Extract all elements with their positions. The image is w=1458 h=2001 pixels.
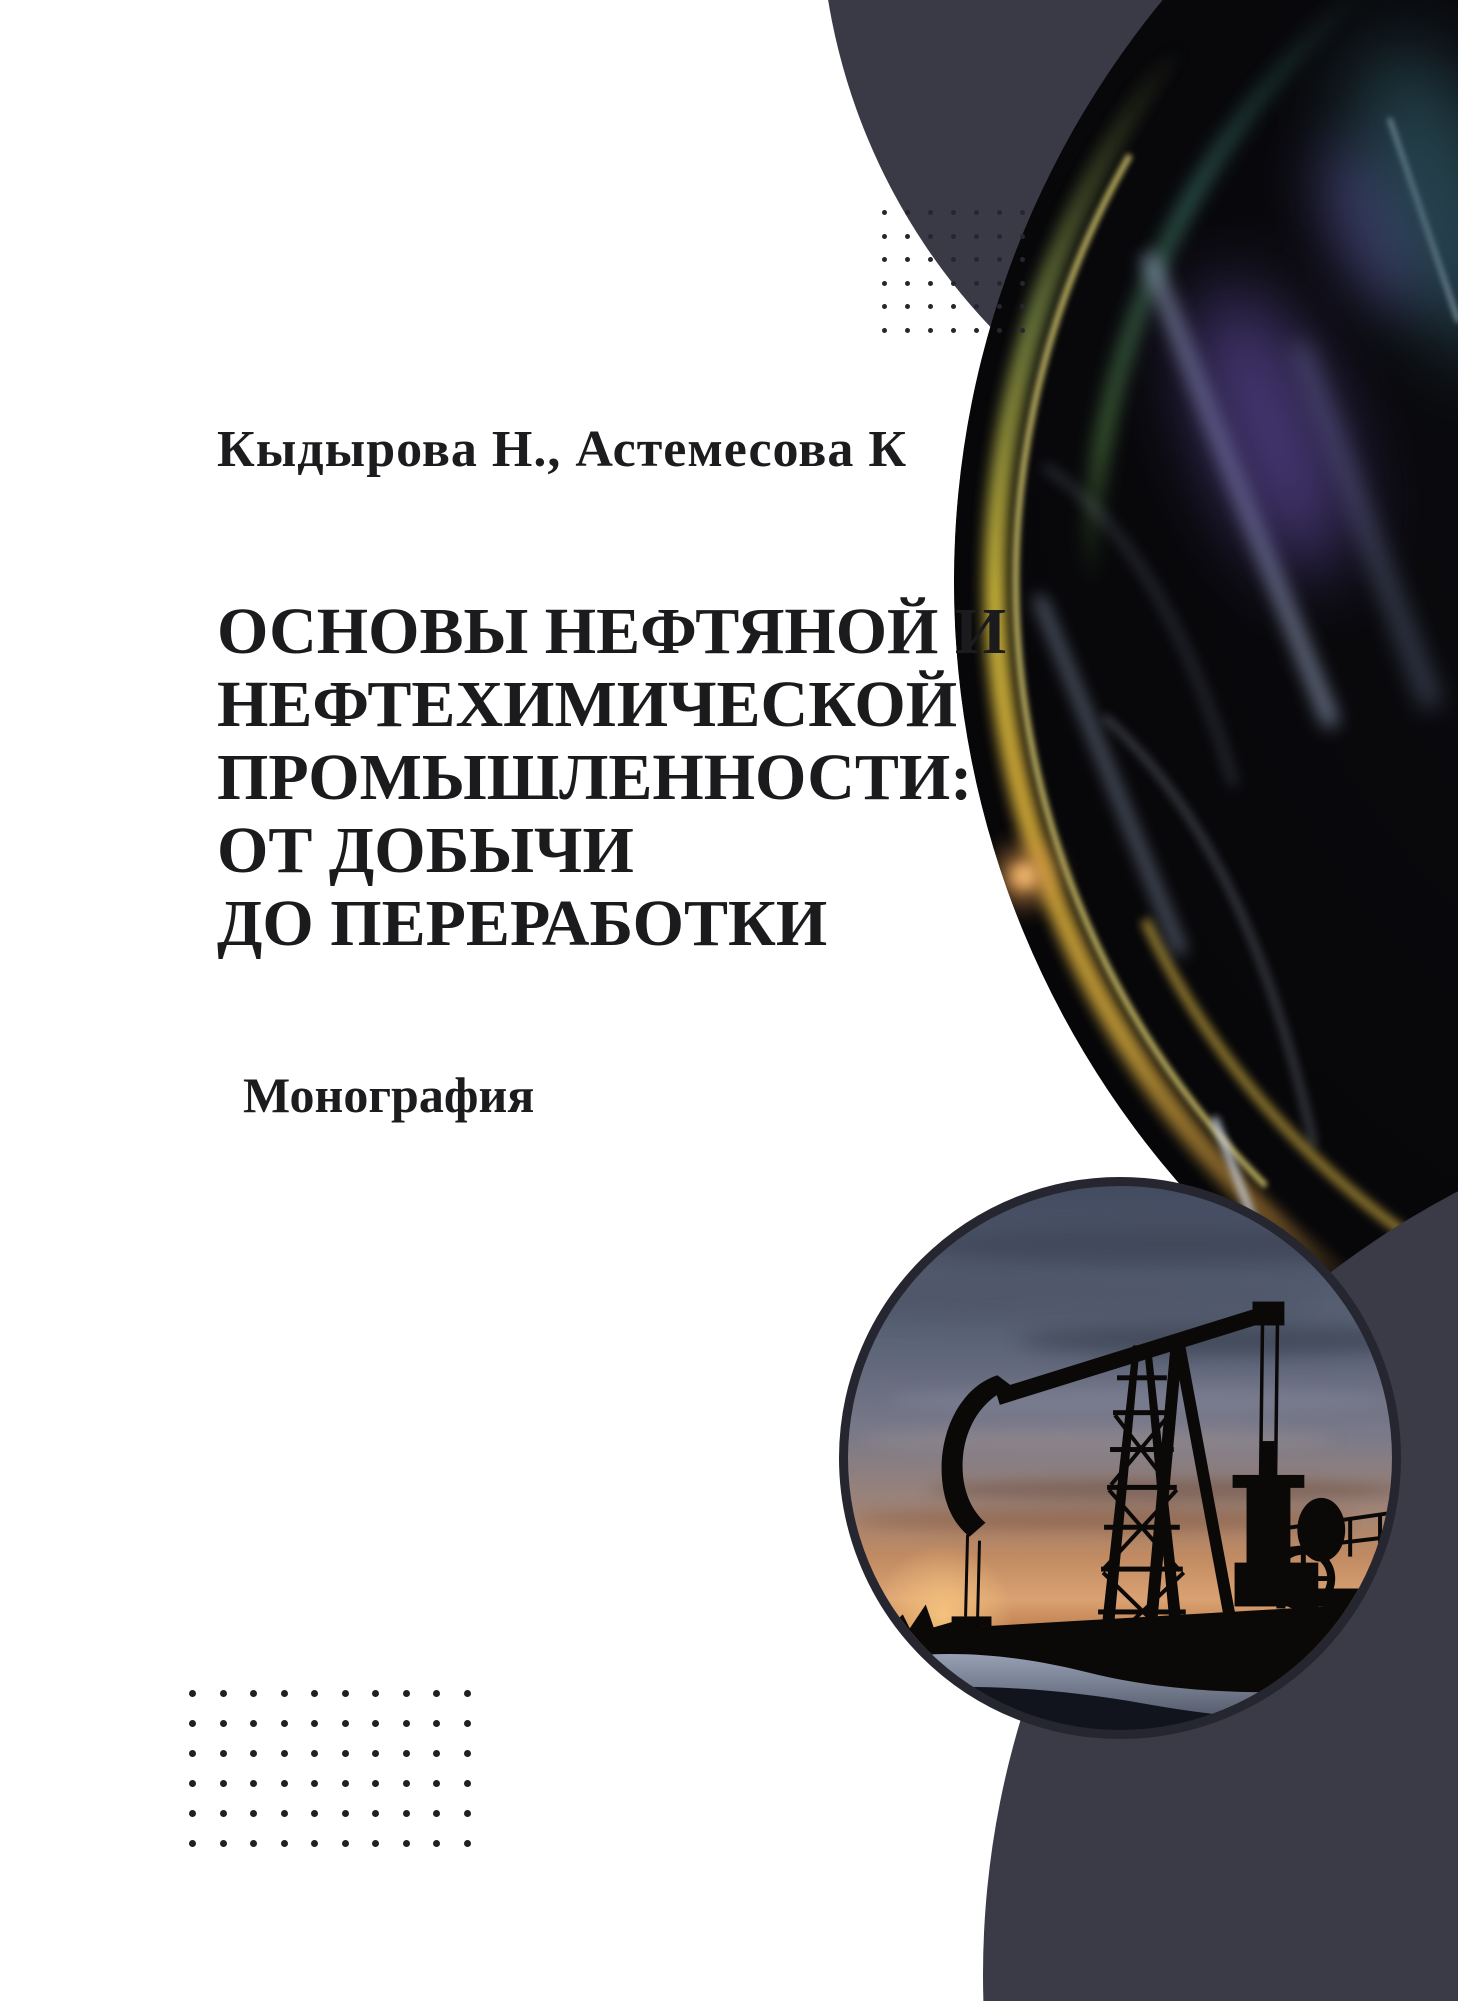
- title-line-4: ОТ ДОБЫЧИ: [217, 814, 634, 887]
- book-title: [217, 595, 1006, 960]
- decor-dot: [250, 1780, 281, 1810]
- decor-dot: [433, 1810, 464, 1840]
- decor-dot: [882, 210, 905, 234]
- decor-dot: [882, 328, 905, 352]
- title-line-3: ПРОМЫШЛЕННОСТИ:: [217, 741, 973, 814]
- decor-dot: [250, 1720, 281, 1750]
- decor-dot: [905, 257, 928, 281]
- decor-dot: [220, 1810, 251, 1840]
- decor-dot: [189, 1840, 220, 1870]
- decor-dot: [403, 1690, 434, 1720]
- title-line-1: ОСНОВЫ НЕФТЯНОЙ И: [217, 595, 1007, 668]
- decor-dot: [882, 281, 905, 305]
- decor-dot: [372, 1780, 403, 1810]
- decor-dot: [974, 328, 997, 352]
- decor-dot: [342, 1780, 373, 1810]
- top-dot-grid: [882, 210, 1043, 351]
- decor-dot: [951, 234, 974, 258]
- decor-dot: [882, 257, 905, 281]
- decor-dot: [311, 1720, 342, 1750]
- decor-dot: [464, 1750, 495, 1780]
- decor-dot: [220, 1750, 251, 1780]
- decor-dot: [928, 257, 951, 281]
- decor-dot: [372, 1840, 403, 1870]
- decor-dot: [882, 304, 905, 328]
- pump-jack-photo: [839, 1177, 1401, 1739]
- decor-dot: [974, 281, 997, 305]
- decor-dot: [1020, 234, 1043, 258]
- decor-dot: [403, 1810, 434, 1840]
- decor-dot: [220, 1840, 251, 1870]
- decor-dot: [905, 328, 928, 352]
- decor-dot: [974, 304, 997, 328]
- decor-dot: [372, 1720, 403, 1750]
- decor-dot: [464, 1780, 495, 1810]
- decor-dot: [997, 328, 1020, 352]
- decor-dot: [342, 1810, 373, 1840]
- decor-dot: [882, 234, 905, 258]
- decor-dot: [311, 1810, 342, 1840]
- decor-dot: [220, 1720, 251, 1750]
- decor-dot: [951, 304, 974, 328]
- decor-dot: [311, 1750, 342, 1780]
- decor-dot: [905, 304, 928, 328]
- decor-dot: [189, 1810, 220, 1840]
- pump-jack-sunset-art: [848, 1186, 1392, 1730]
- decor-dot: [189, 1780, 220, 1810]
- decor-dot: [189, 1750, 220, 1780]
- decor-dot: [464, 1690, 495, 1720]
- decor-dot: [905, 210, 928, 234]
- decor-dot: [951, 257, 974, 281]
- decor-dot: [189, 1720, 220, 1750]
- decor-dot: [997, 257, 1020, 281]
- decor-dot: [342, 1750, 373, 1780]
- decor-dot: [403, 1720, 434, 1750]
- decor-dot: [372, 1810, 403, 1840]
- decor-dot: [281, 1810, 312, 1840]
- decor-dot: [372, 1690, 403, 1720]
- decor-dot: [311, 1780, 342, 1810]
- decor-dot: [311, 1840, 342, 1870]
- decor-dot: [464, 1840, 495, 1870]
- decor-dot: [250, 1810, 281, 1840]
- decor-dot: [311, 1690, 342, 1720]
- decor-dot: [403, 1840, 434, 1870]
- decor-dot: [928, 328, 951, 352]
- decor-dot: [974, 257, 997, 281]
- decor-dot: [342, 1690, 373, 1720]
- decor-dot: [905, 281, 928, 305]
- bottom-dot-grid: [189, 1690, 494, 1870]
- decor-dot: [928, 234, 951, 258]
- decor-dot: [372, 1750, 403, 1780]
- decor-dot: [928, 304, 951, 328]
- decor-dot: [433, 1720, 464, 1750]
- decor-dot: [342, 1840, 373, 1870]
- decor-dot: [342, 1720, 373, 1750]
- decor-dot: [281, 1690, 312, 1720]
- decor-dot: [1020, 281, 1043, 305]
- title-line-2: НЕФТЕХИМИЧЕСКОЙ: [217, 668, 958, 741]
- decor-dot: [1020, 210, 1043, 234]
- decor-dot: [928, 281, 951, 305]
- subtitle-monograph: Монография: [243, 1067, 535, 1123]
- decor-dot: [250, 1690, 281, 1720]
- decor-dot: [974, 234, 997, 258]
- decor-dot: [250, 1840, 281, 1870]
- decor-dot: [464, 1810, 495, 1840]
- decor-dot: [433, 1780, 464, 1810]
- decor-dot: [974, 210, 997, 234]
- decor-dot: [250, 1750, 281, 1780]
- decor-dot: [951, 210, 974, 234]
- decor-dot: [1020, 304, 1043, 328]
- decor-dot: [281, 1780, 312, 1810]
- decor-dot: [189, 1690, 220, 1720]
- decor-dot: [220, 1780, 251, 1810]
- decor-dot: [281, 1840, 312, 1870]
- decor-dot: [997, 281, 1020, 305]
- decor-dot: [951, 328, 974, 352]
- decor-dot: [464, 1720, 495, 1750]
- decor-dot: [1020, 257, 1043, 281]
- decor-dot: [220, 1690, 251, 1720]
- decor-dot: [905, 234, 928, 258]
- decor-dot: [997, 304, 1020, 328]
- decor-dot: [997, 234, 1020, 258]
- decor-dot: [403, 1750, 434, 1780]
- decor-dot: [1020, 328, 1043, 352]
- decor-dot: [433, 1690, 464, 1720]
- decor-dot: [951, 281, 974, 305]
- decor-dot: [281, 1750, 312, 1780]
- decor-dot: [433, 1750, 464, 1780]
- decor-dot: [403, 1780, 434, 1810]
- title-line-5: ДО ПЕРЕРАБОТКИ: [217, 887, 828, 960]
- decor-dot: [928, 210, 951, 234]
- decor-dot: [997, 210, 1020, 234]
- decor-dot: [433, 1840, 464, 1870]
- authors-line: Кыдырова Н., Астемесова К: [217, 421, 908, 478]
- decor-dot: [281, 1720, 312, 1750]
